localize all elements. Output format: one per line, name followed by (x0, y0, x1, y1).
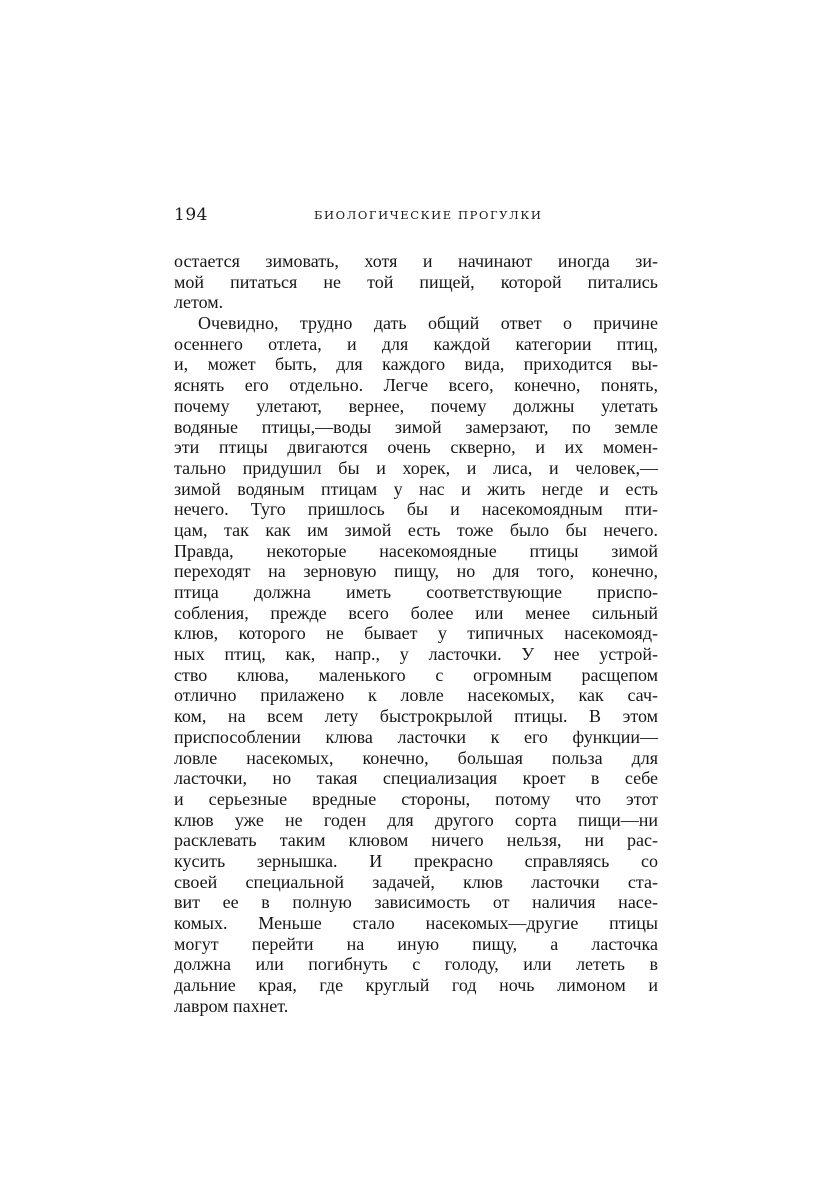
text-line: лавром пахнет. (174, 995, 289, 1016)
text-line: кусить зернышка. И прекрасно справляясь со (174, 850, 658, 871)
text-line: ловле насекомых, конечно, большая польза для (174, 747, 658, 768)
text-line: мой питаться не той пищей, которой питались (174, 271, 658, 292)
page-header (174, 205, 658, 229)
text-line: и серьезные вредные стороны, потому что этот (174, 788, 658, 809)
text-line: могут перейти на иную пищу, а ласточка (174, 933, 658, 954)
paragraph-first-line: Очевидно, трудно дать общий ответ о причине (198, 313, 658, 334)
text-line: осеннего отлета, и для каждой категории птиц, (174, 333, 658, 354)
text-line: приспособлении клюва ласточки к его функции— (174, 726, 658, 747)
text-line: водяные птицы,—воды зимой замерзают, по земле (174, 416, 658, 437)
text-line: своей специальной задачей, клюв ласточки ста- (174, 871, 658, 892)
text-line: цам, так как им зимой есть тоже было бы нечего. (174, 519, 658, 540)
text-line: зимой водяным птицам у нас и жить негде и есть (174, 478, 658, 499)
text-line: ство клюва, маленького с огромным расщепом (174, 664, 658, 685)
text-line: Правда, некоторые насекомоядные птицы зимой (174, 540, 658, 561)
page-number: 194 (174, 205, 208, 225)
text-line: тально придушил бы и хорек, и лиса, и человек,— (174, 457, 658, 478)
text-line: должна или погибнуть с голоду, или лететь в (174, 954, 658, 975)
text-line: почему улетают, вернее, почему должны улетать (174, 395, 658, 416)
text-line: собления, прежде всего более или менее сильный (174, 602, 658, 623)
text-line: отлично прилажено к ловле насекомых, как сач- (174, 685, 658, 706)
text-line: дальние края, где круглый год ночь лимоном и (174, 975, 658, 996)
text-line: летом. (174, 292, 224, 313)
text-line: птица должна иметь соответствующие приспо- (174, 582, 658, 602)
running-head: БИОЛОГИЧЕСКИЕ ПРОГУЛКИ (314, 208, 543, 222)
body-text (174, 251, 658, 1016)
text-line: и, может быть, для каждого вида, приходится вы- (174, 354, 658, 375)
text-line: переходят на зерновую пищу, но для того, конечно, (174, 561, 658, 582)
text-line: яснять его отдельно. Легче всего, конечно, понять, (174, 375, 658, 396)
text-line: клюв, которого не бывает у типичных насекомояд- (174, 623, 658, 644)
text-line: ком, на всем лету быстрокрылой птицы. В этом (174, 706, 658, 727)
text-line: ласточки, но такая специализация кроет в себе (174, 768, 658, 789)
text-line: ных птиц, как, напр., у ласточки. У нее устрой- (174, 644, 658, 665)
text-line: клюв уже не годен для другого сорта пищи—ни (174, 809, 658, 830)
text-line: эти птицы двигаются очень скверно, и их момен- (174, 437, 658, 458)
text-line: остается зимовать, хотя и начинают иногда зи- (174, 251, 658, 271)
text-line: нечего. Туго пришлось бы и насекомоядным пти- (174, 499, 658, 520)
text-line: вит ее в полную зависимость от наличия насе- (174, 892, 658, 913)
text-line: комых. Меньше стало насекомых—другие птицы (174, 913, 658, 933)
text-line: расклевать таким клювом ничего нельзя, ни рас- (174, 830, 658, 851)
